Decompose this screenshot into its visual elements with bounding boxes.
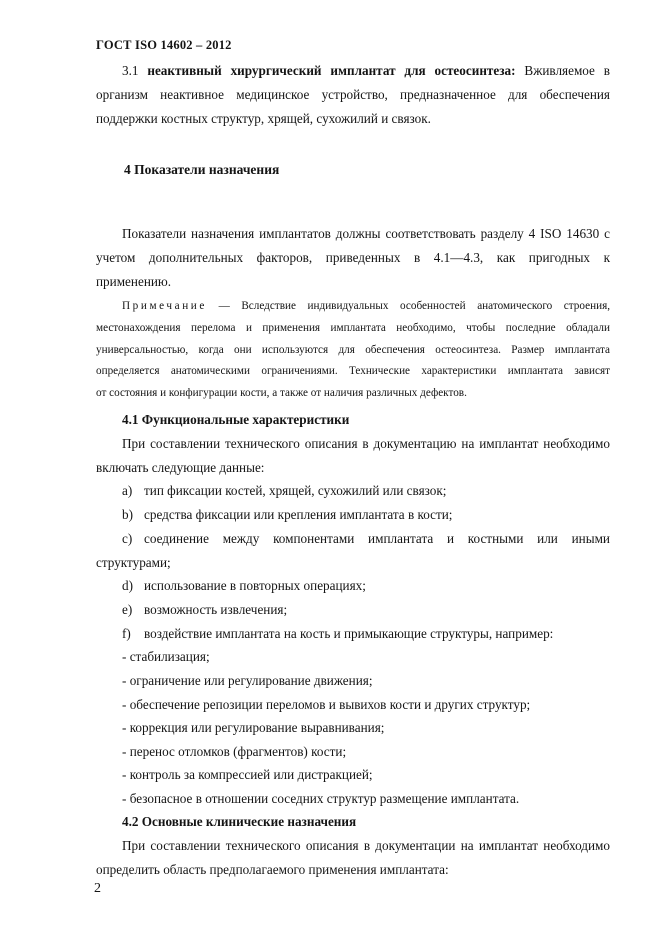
section-4-1-intro-line-2: включать следующие данные: <box>96 460 265 475</box>
term-name: неактивный хирургический имплантат для остеосинтеза: <box>147 63 516 78</box>
list-marker: e) <box>122 602 133 617</box>
list-item-c-continuation: структурами; <box>96 555 171 570</box>
section-4-para-line-1: Показатели назначения имплантатов должны соответствовать разделу 4 ISO 14630 с <box>122 226 610 241</box>
list-item-a <box>122 483 446 499</box>
dash-item: - обеспечение репозиции переломов и вывихов кости и других структур; <box>122 697 531 712</box>
term-number: 3.1 <box>122 63 139 78</box>
dash-item: - перенос отломков (фрагментов) кости; <box>122 744 347 759</box>
dash-item: - стабилизация; <box>122 649 210 664</box>
section-4-1-title: 4.1 Функциональные характеристики <box>122 412 350 427</box>
note-label: Примечание <box>122 300 207 312</box>
dash-item: - контроль за компрессией или дистракцией; <box>122 767 373 782</box>
term-definition-line-1 <box>122 63 610 79</box>
list-item-text: воздействие имплантата на кость и примыкающие структуры, например: <box>144 626 554 641</box>
dash-item: - коррекция или регулирование выравнивания; <box>122 720 385 735</box>
list-item-text: возможность извлечения; <box>144 602 288 617</box>
list-item-b <box>122 507 452 523</box>
section-4-2-intro-line-1: При составлении технического описания в документации на имплантат необходимо <box>122 838 610 853</box>
list-marker: f) <box>122 626 131 641</box>
term-definition-line-3: поддержки костных структур, хрящей, сухожилий и связок. <box>96 111 431 126</box>
term-definition-start: Вживляемое в <box>524 63 610 78</box>
list-marker: b) <box>122 507 133 522</box>
dash-item: - ограничение или регулирование движения; <box>122 673 373 688</box>
list-item-f <box>122 626 553 642</box>
note-text-start: — Вследствие индивидуальных особенностей анатомического строения, <box>218 300 611 312</box>
list-marker: c) <box>122 531 133 546</box>
section-4-title: 4 Показатели назначения <box>124 162 280 177</box>
list-item-text: средства фиксации или крепления имплантата в кости; <box>144 507 453 522</box>
note-line-4: определяется анатомическими ограничениями. Технические характеристики имплантата зависят <box>96 365 610 377</box>
list-marker: d) <box>122 578 133 593</box>
note-line-3: универсальностью, когда они используются для обеспечения остеосинтеза. Размер имплантата <box>96 344 610 356</box>
list-item-text: соединение между компонентами имплантата и костными или иными <box>144 531 610 546</box>
list-item-d <box>122 578 366 594</box>
list-marker: a) <box>122 483 133 498</box>
standard-code: ГОСТ ISO 14602 – 2012 <box>96 38 232 52</box>
note-line-2: местонахождения перелома и применения имплантата необходимо, чтобы последние обладали <box>96 322 610 334</box>
note-line-5: от состояния и конфигурации кости, а также от наличия различных дефектов. <box>96 387 467 399</box>
section-4-para-line-2: учетом дополнительных факторов, приведенных в 4.1—4.3, как пригодных к <box>96 250 610 265</box>
page-number: 2 <box>94 881 101 896</box>
section-4-2-intro-line-2: определить область предполагаемого применения имплантата: <box>96 862 449 877</box>
list-item-text: использование в повторных операциях; <box>144 578 366 593</box>
dash-item: - безопасное в отношении соседних структур размещение имплантата. <box>122 791 520 806</box>
section-4-2-title: 4.2 Основные клинические назначения <box>122 814 357 829</box>
section-4-1-intro-line-1: При составлении технического описания в документацию на имплантат необходимо <box>122 436 610 451</box>
list-item-text: тип фиксации костей, хрящей, сухожилий или связок; <box>144 483 447 498</box>
section-4-para-line-3: применению. <box>96 274 172 289</box>
list-item-e <box>122 602 287 618</box>
note-line-1 <box>122 299 610 313</box>
term-definition-line-2: организм неактивное медицинское устройство, предназначенное для обеспечения <box>96 87 610 102</box>
